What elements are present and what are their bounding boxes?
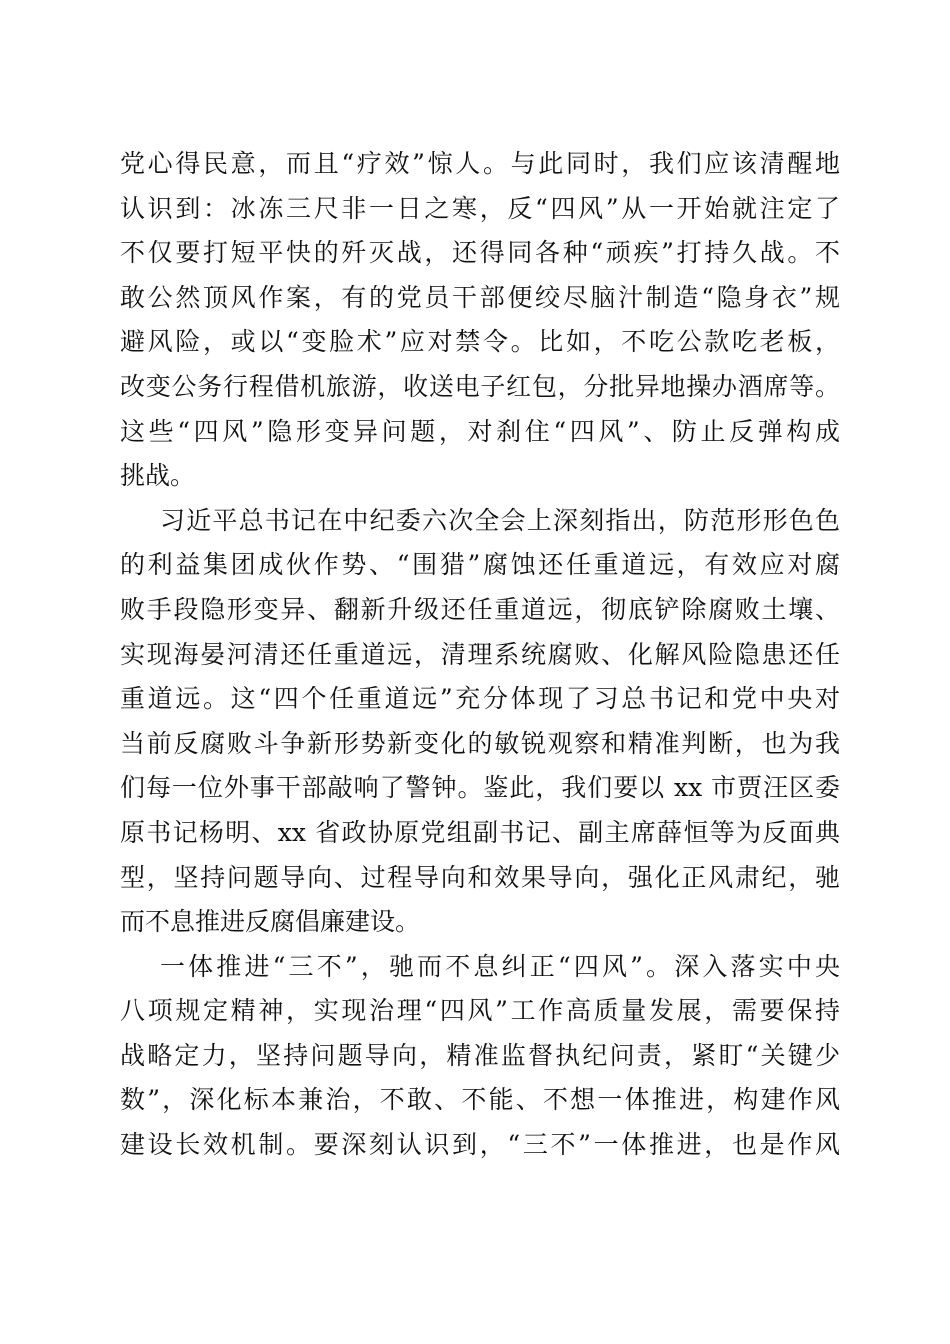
text-line: 避风险，或以“变脸术”应对禁令。比如，不吃公款吃老板， — [120, 327, 840, 357]
text-line: 们每一位外事干部敲响了警钟。鉴此，我们要以 xx 市贾汪区委 — [120, 773, 840, 803]
text-line: 党心得民意，而且“疗效”惊人。与此同时，我们应该清醒地 — [120, 149, 840, 178]
text-line: 而不息推进反腐倡廉建设。 — [120, 907, 421, 937]
text-line: 这些“四风”隐形变异问题，对刹住“四风”、防止反弹构成 — [120, 416, 840, 446]
text-line: 战略定力，坚持问题导向，精准监督执纪问责，紧盯“关键少 — [120, 1040, 840, 1070]
text-line: 敢公然顶风作案，有的党员干部便绞尽脑汁制造“隐身衣”规 — [120, 282, 840, 312]
text-line: 型，坚持问题导向、过程导向和效果导向，强化正风肃纪，驰 — [120, 862, 840, 892]
text-line: 建设长效机制。要深刻认识到，“三不”一体推进，也是作风 — [120, 1130, 840, 1160]
body-text — [120, 142, 840, 1168]
text-line: 的利益集团成伙作势、“围猎”腐蚀还任重道远，有效应对腐 — [120, 550, 840, 580]
text-line: 实现海晏河清还任重道远，清理系统腐败、化解风险隐患还任 — [120, 639, 840, 669]
text-line: 习近平总书记在中纪委六次全会上深刻指出，防范形形色色 — [160, 505, 840, 535]
text-line: 数”，深化标本兼治，不敢、不能、不想一体推进，构建作风 — [120, 1085, 840, 1115]
text-line: 不仅要打短平快的歼灭战，还得同各种“顽疾”打持久战。不 — [120, 238, 840, 268]
text-line: 原书记杨明、xx 省政协原党组副书记、副主席薛恒等为反面典 — [120, 817, 840, 847]
text-line: 一体推进“三不”，驰而不息纠正“四风”。深入落实中央 — [160, 951, 840, 981]
text-line: 改变公务行程借机旅游，收送电子红包，分批异地操办酒席等。 — [120, 371, 840, 401]
text-line: 重道远。这“四个任重道远”充分体现了习总书记和党中央对 — [120, 684, 840, 714]
text-line: 败手段隐形变异、翻新升级还任重道远，彻底铲除腐败土壤、 — [120, 594, 840, 624]
text-line: 八项规定精神，实现治理“四风”工作高质量发展，需要保持 — [120, 996, 840, 1026]
text-line: 挑战。 — [120, 461, 196, 491]
text-line: 认识到：冰冻三尺非一日之寒，反“四风”从一开始就注定了 — [120, 193, 840, 223]
text-line: 当前反腐败斗争新形势新变化的敏锐观察和精准判断，也为我 — [120, 728, 840, 758]
